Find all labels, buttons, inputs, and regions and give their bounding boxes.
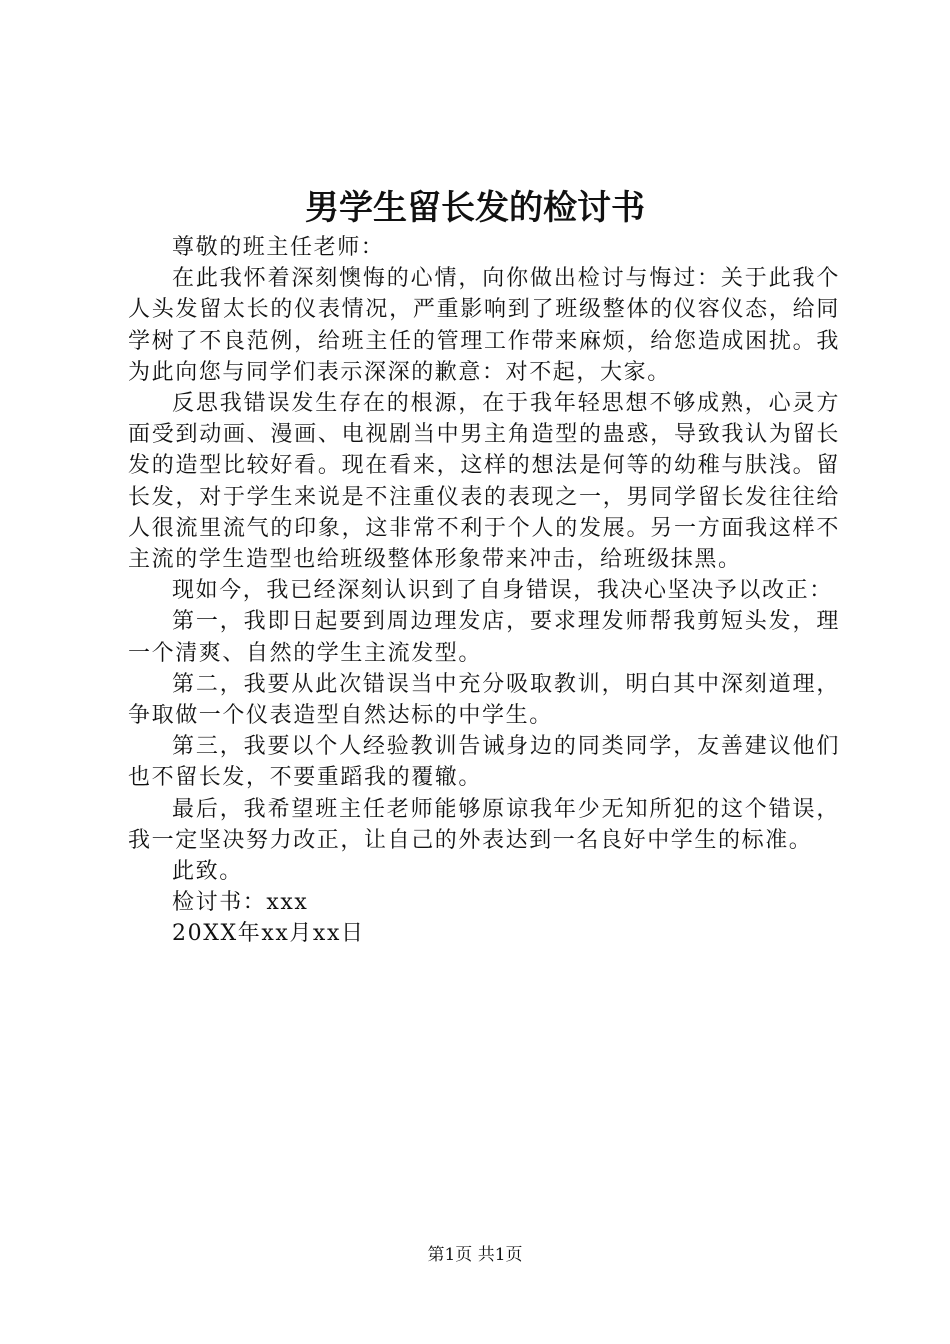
closing: 此致。 (172, 859, 243, 885)
document-body (128, 232, 840, 950)
paragraph-final: 最后，我希望班主任老师能够原谅我年少无知所犯的这个错误，我一定坚决努力改正，让自己的外表达到一名良好中学生的标准。 (128, 796, 840, 853)
salutation: 尊敬的班主任老师： (172, 235, 385, 260)
paragraph-third-step: 第三，我要以个人经验教训告诫身边的同类同学，友善建议他们也不留长发，不要重蹈我的覆辙。 (128, 734, 840, 791)
paragraph-resolution: 现如今，我已经深刻认识到了自身错误，我决心坚决予以改正： (172, 578, 833, 604)
paragraph-first-step: 第一，我即日起要到周边理发店，要求理发师帮我剪短头发，理一个清爽、自然的学生主流发型。 (128, 609, 840, 666)
paragraph-reflection: 反思我错误发生存在的根源，在于我年轻思想不够成熟，心灵方面受到动画、漫画、电视剧当中男主角造型的蛊惑，导致我认为留长发的造型比较好看。现在看来，这样的想法是何等的幼稚与肤浅。留长发，对于学生来说是不注重仪表的表现之一，男同学留长发往往给人很流里流气的印象，这非常不利于个人的发展。另一方面我这样不主流的学生造型也给班级整体形象带来冲击，给班级抹黑。 (128, 391, 840, 573)
page-number: 第1页 共1页 (427, 1245, 523, 1265)
signature: 检讨书：xxx (172, 890, 309, 916)
document-title: 男学生留长发的检讨书 (305, 188, 645, 228)
date: 20XX年xx月xx日 (172, 921, 365, 947)
paragraph-second-step: 第二，我要从此次错误当中充分吸取教训，明白其中深刻道理，争取做一个仪表造型自然达标的中学生。 (128, 671, 840, 729)
paragraph-apology: 在此我怀着深刻懊悔的心情，向你做出检讨与悔过：关于此我个人头发留太长的仪表情况，严重影响到了班级整体的仪容仪态，给同学树了不良范例，给班主任的管理工作带来麻烦，给您造成困扰。我为此向您与同学们表示深深的歉意：对不起，大家。 (128, 266, 840, 385)
